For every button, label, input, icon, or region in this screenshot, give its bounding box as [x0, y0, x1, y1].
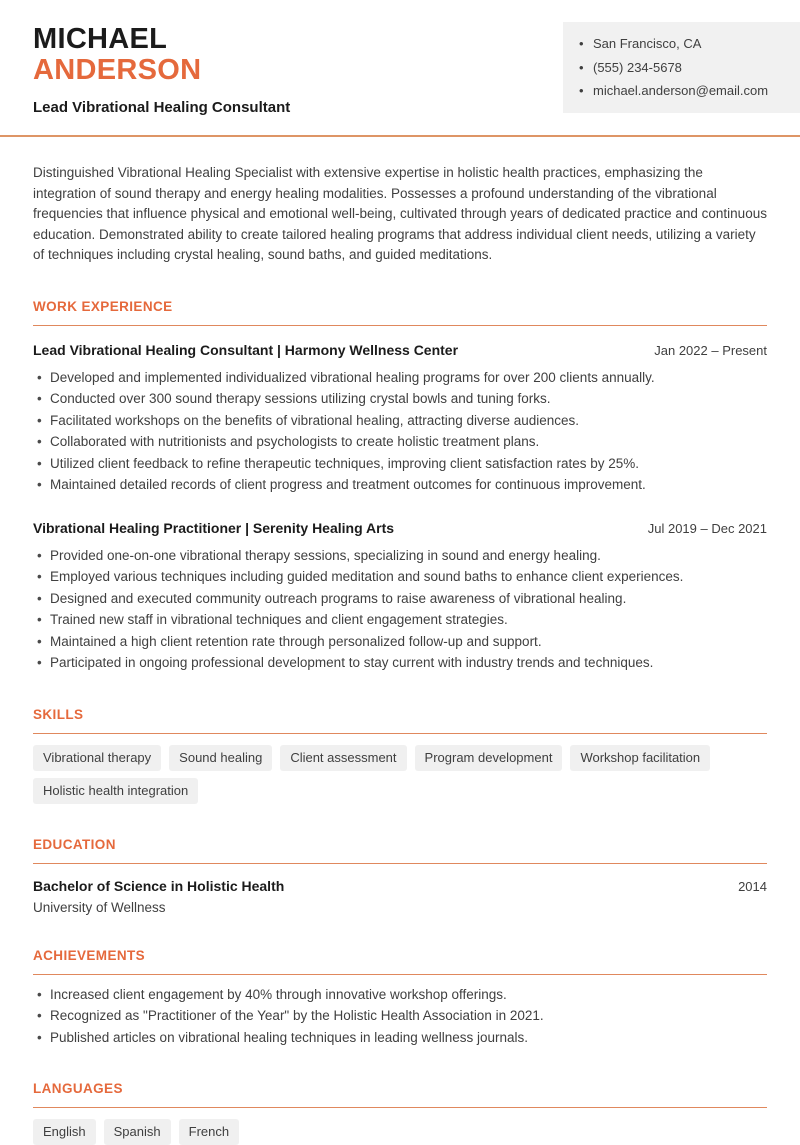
job-bullet: • Conducted over 300 sound therapy sessions utilizing crystal bowls and tuning forks. — [33, 388, 767, 410]
section-work-experience — [33, 299, 767, 674]
bullet-icon: • — [579, 83, 584, 98]
resume-header — [0, 0, 800, 137]
job-bullet-list — [33, 545, 767, 674]
section-achievements — [33, 948, 767, 1049]
contact-phone — [579, 57, 790, 79]
skill-tag: Workshop facilitation — [570, 745, 710, 771]
contact-card — [563, 22, 800, 113]
resume-content — [0, 163, 800, 1145]
contact-email[interactable] — [579, 80, 790, 102]
job-entry — [33, 342, 767, 496]
achievement-bullet: • Recognized as "Practitioner of the Year" by the Holistic Health Association in 2021. — [33, 1005, 767, 1027]
skill-tag: Client assessment — [280, 745, 406, 771]
job-header — [33, 342, 767, 358]
job-bullet: • Provided one-on-one vibrational therapy sessions, specializing in sound and energy healing. — [33, 545, 767, 567]
skill-tag: Sound healing — [169, 745, 272, 771]
job-dates: Jul 2019 – Dec 2021 — [647, 520, 767, 536]
contact-location-text: San Francisco, CA — [593, 36, 702, 51]
job-bullet: • Maintained detailed records of client progress and treatment outcomes for continuous improvement. — [33, 474, 767, 496]
summary-paragraph: Distinguished Vibrational Healing Specialist with extensive expertise in holistic health practices, emphasizing the integration of sound therapy and energy healing modalities. Possesses a profound understanding of the vibrational frequencies that influence physical and emotional well-being, cultivated through years of dedicated practice and continuous education. Demonstrated ability to create tailored healing programs that address individual client needs, utilizing a variety of techniques including crystal healing, sound baths, and guided meditations. — [33, 165, 767, 262]
job-title: Vibrational Healing Practitioner | Serenity Healing Arts — [33, 519, 395, 536]
contact-email-text: michael.anderson@email.com — [593, 83, 769, 98]
job-bullet: • Facilitated workshops on the benefits of vibrational healing, attracting diverse audiences. — [33, 410, 767, 432]
job-bullet: • Developed and implemented individualized vibrational healing programs for over 200 clients annually. — [33, 367, 767, 389]
work-experience-heading: WORK EXPERIENCE — [33, 299, 767, 326]
section-languages — [33, 1081, 767, 1145]
section-skills — [33, 707, 767, 804]
bullet-icon: • — [579, 59, 584, 75]
contact-location — [579, 33, 790, 55]
achievement-bullet: • Increased client engagement by 40% through innovative workshop offerings. — [33, 984, 767, 1006]
achievements-bullet-list — [33, 984, 767, 1049]
achievements-heading: ACHIEVEMENTS — [33, 948, 767, 975]
job-header — [33, 520, 767, 536]
languages-tag-list — [33, 1119, 767, 1145]
education-entry — [33, 878, 767, 915]
education-header — [33, 878, 767, 894]
section-education — [33, 837, 767, 915]
achievement-bullet: • Published articles on vibrational healing techniques in leading wellness journals. — [33, 1027, 767, 1049]
candidate-role: Lead Vibrational Healing Consultant — [33, 99, 291, 116]
job-entry — [33, 520, 767, 674]
skill-tag: Program development — [415, 745, 563, 771]
education-heading: EDUCATION — [33, 837, 767, 864]
candidate-first-name: MICHAEL — [33, 23, 168, 55]
job-bullet: • Collaborated with nutritionists and psychologists to create holistic treatment plans. — [33, 431, 767, 453]
job-bullet: • Utilized client feedback to refine therapeutic techniques, improving client satisfaction rates by 25%. — [33, 453, 767, 475]
education-school: University of Wellness — [33, 899, 166, 915]
education-degree: Bachelor of Science in Holistic Health — [33, 877, 285, 894]
language-tag: Spanish — [104, 1119, 171, 1145]
language-tag: French — [179, 1119, 239, 1145]
bullet-icon: • — [579, 36, 584, 51]
job-title: Lead Vibrational Healing Consultant | Harmony Wellness Center — [33, 341, 459, 358]
contact-phone-text: (555) 234-5678 — [593, 59, 682, 75]
job-bullet: • Designed and executed community outreach programs to raise awareness of vibrational healing. — [33, 588, 767, 610]
skills-tag-list — [33, 745, 767, 804]
candidate-last-name: ANDERSON — [33, 54, 202, 86]
language-tag: English — [33, 1119, 96, 1145]
job-bullet-list — [33, 367, 767, 496]
skills-heading: SKILLS — [33, 707, 767, 734]
education-year: 2014 — [738, 878, 767, 894]
skill-tag: Holistic health integration — [33, 778, 198, 804]
job-dates: Jan 2022 – Present — [654, 342, 767, 358]
languages-heading: LANGUAGES — [33, 1081, 767, 1108]
job-bullet: • Employed various techniques including guided meditation and sound baths to enhance client experiences. — [33, 566, 767, 588]
job-bullet: • Maintained a high client retention rate through personalized follow-up and support. — [33, 631, 767, 653]
job-bullet: • Participated in ongoing professional development to stay current with industry trends and techniques. — [33, 652, 767, 674]
job-bullet: • Trained new staff in vibrational techniques and client engagement strategies. — [33, 609, 767, 631]
skill-tag: Vibrational therapy — [33, 745, 161, 771]
